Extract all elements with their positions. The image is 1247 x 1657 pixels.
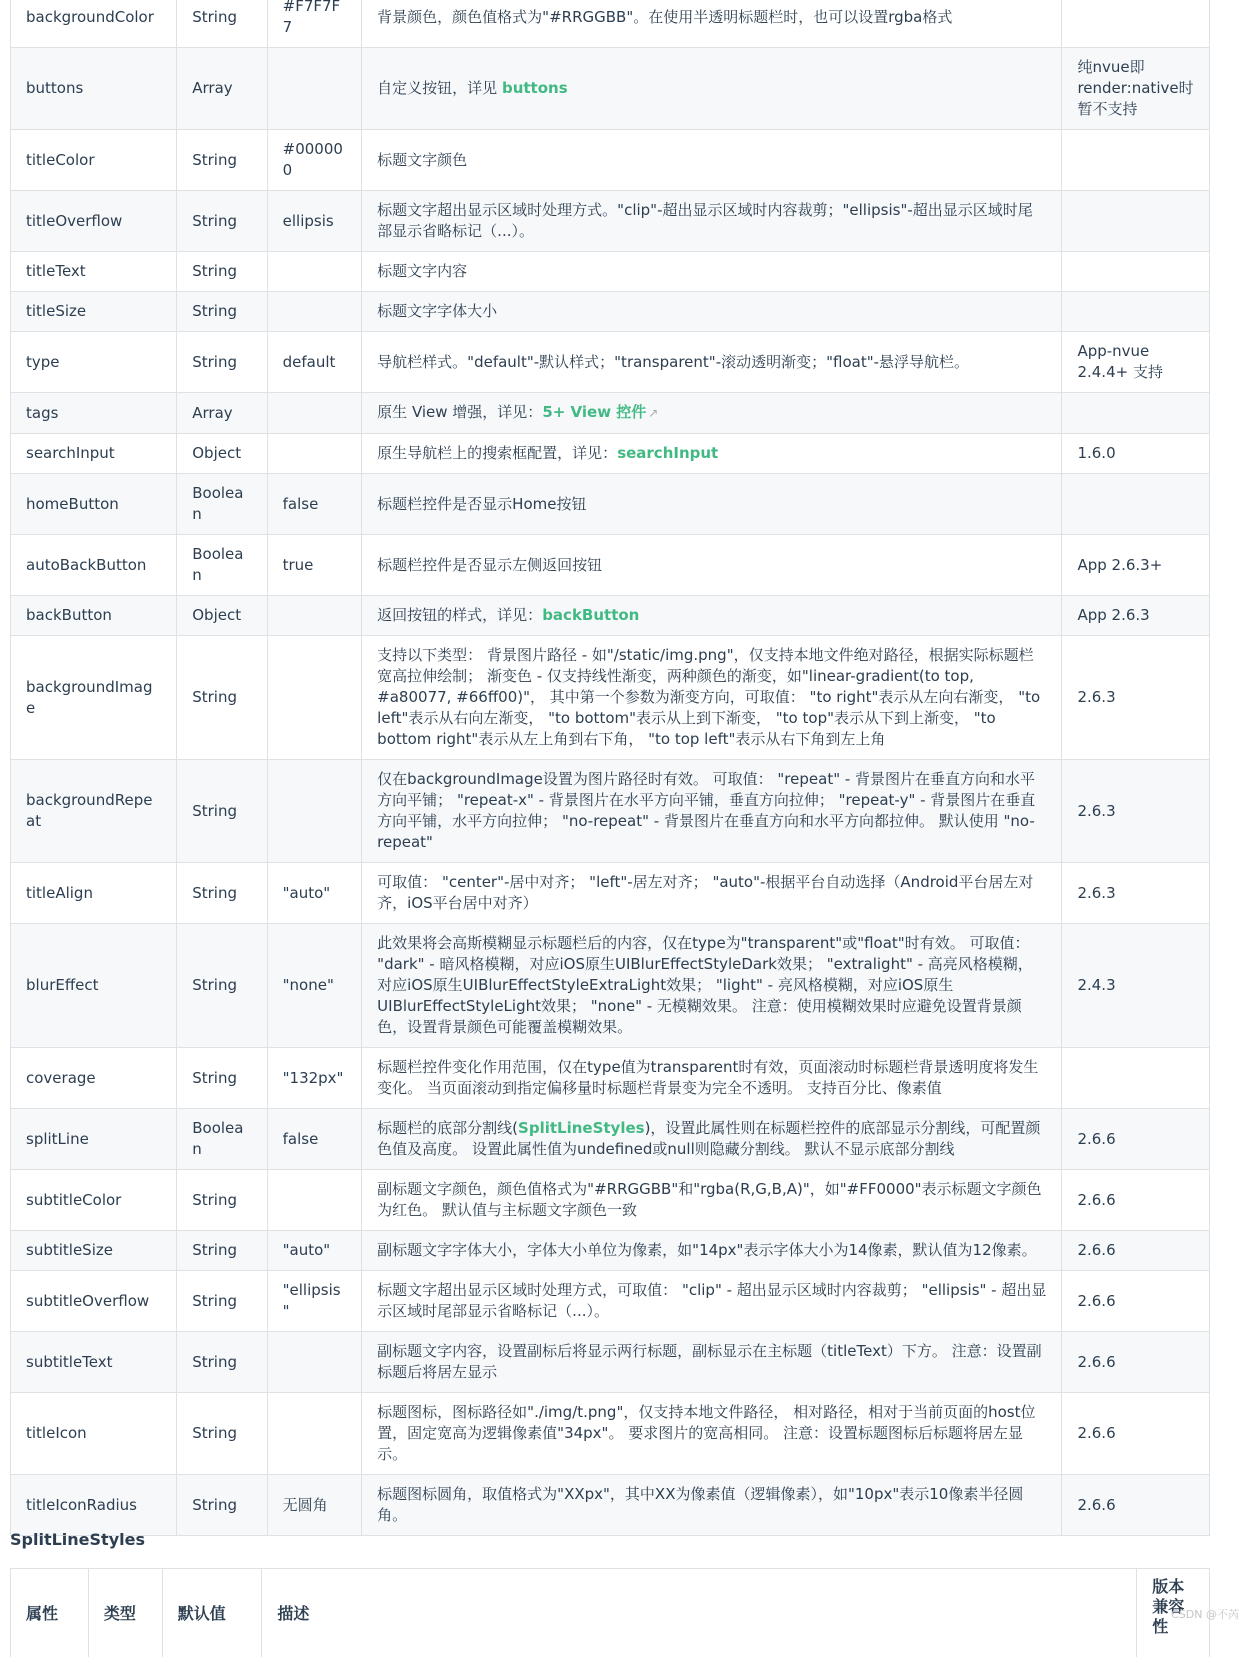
- cell-compat: 2.6.6: [1062, 1475, 1210, 1536]
- cell-default: [267, 1393, 362, 1475]
- cell-desc: [362, 924, 1062, 1048]
- cell-compat: 2.6.3: [1062, 760, 1210, 863]
- cell-compat: 2.6.6: [1062, 1231, 1210, 1271]
- cell-compat: 2.6.3: [1062, 863, 1210, 924]
- cell-default: "auto": [267, 863, 362, 924]
- cell-default: "none": [267, 924, 362, 1048]
- cell-default: true: [267, 535, 362, 596]
- cell-desc: [362, 332, 1062, 393]
- desc-text: 副标题文字颜色，颜色值格式为"#RRGGBB"和"rgba(R,G,B,A)"，如"#FF0000"表示标题文字颜色为红色。 默认值与主标题文字颜色一致: [377, 1180, 1041, 1219]
- cell-type: String: [177, 1332, 267, 1393]
- cell-prop: splitLine: [11, 1109, 177, 1170]
- cell-compat: 2.6.6: [1062, 1271, 1210, 1332]
- table-row: [11, 434, 1210, 474]
- cell-compat: [1062, 191, 1210, 252]
- cell-default: "132px": [267, 1048, 362, 1109]
- cell-desc: [362, 252, 1062, 292]
- doc-link[interactable]: 5+ View 控件: [542, 403, 646, 421]
- desc-text: 标题栏控件是否显示左侧返回按钮: [377, 556, 602, 574]
- table-row: [11, 130, 1210, 191]
- desc-text: 导航栏样式。"default"-默认样式；"transparent"-滚动透明渐变；"float"-悬浮导航栏。: [377, 353, 969, 371]
- cell-type: Object: [177, 434, 267, 474]
- table-row: [11, 596, 1210, 636]
- cell-desc: [362, 0, 1062, 48]
- table-row: [11, 48, 1210, 130]
- table-row: [11, 292, 1210, 332]
- cell-compat: 2.6.6: [1062, 1170, 1210, 1231]
- desc-text: 标题栏的底部分割线(: [377, 1119, 518, 1137]
- table-row: [11, 1109, 1210, 1170]
- cell-default: #000000: [267, 130, 362, 191]
- cell-prop: backButton: [11, 596, 177, 636]
- cell-default: false: [267, 1109, 362, 1170]
- cell-default: [267, 292, 362, 332]
- table-row: [11, 535, 1210, 596]
- cell-default: [267, 596, 362, 636]
- doc-link[interactable]: searchInput: [617, 444, 718, 462]
- header-prop: 属性: [11, 1569, 89, 1657]
- desc-text: 标题文字超出显示区域时处理方式，可取值： "clip" - 超出显示区域时内容裁剪； "ellipsis" - 超出显示区域时尾部显示省略标记（...）。: [377, 1281, 1046, 1320]
- cell-compat: 2.6.3: [1062, 636, 1210, 760]
- table-row: [11, 760, 1210, 863]
- cell-compat: [1062, 474, 1210, 535]
- cell-default: "auto": [267, 1231, 362, 1271]
- navbar-property-table: [10, 0, 1210, 1536]
- cell-default: "ellipsis": [267, 1271, 362, 1332]
- cell-desc: [362, 636, 1062, 760]
- cell-default: false: [267, 474, 362, 535]
- cell-type: String: [177, 1048, 267, 1109]
- cell-type: Boolean: [177, 474, 267, 535]
- cell-desc: [362, 130, 1062, 191]
- cell-desc: [362, 535, 1062, 596]
- cell-desc: [362, 1475, 1062, 1536]
- cell-default: [267, 48, 362, 130]
- cell-type: String: [177, 1475, 267, 1536]
- table-row: [11, 1393, 1210, 1475]
- header-type: 类型: [88, 1569, 162, 1657]
- cell-prop: subtitleText: [11, 1332, 177, 1393]
- cell-compat: 2.6.6: [1062, 1393, 1210, 1475]
- desc-text: 标题图标圆角，取值格式为"XXpx"，其中XX为像素值（逻辑像素），如"10px"表示10像素半径圆角。: [377, 1485, 1023, 1524]
- table-row: [11, 332, 1210, 393]
- desc-text: 返回按钮的样式，详见：: [377, 606, 542, 624]
- cell-type: Object: [177, 596, 267, 636]
- header-desc: 描述: [262, 1569, 1137, 1657]
- cell-type: Boolean: [177, 1109, 267, 1170]
- cell-default: [267, 1170, 362, 1231]
- cell-desc: [362, 1332, 1062, 1393]
- external-link-icon: ↗: [648, 406, 658, 420]
- cell-prop: homeButton: [11, 474, 177, 535]
- cell-default: ellipsis: [267, 191, 362, 252]
- desc-text: 副标题文字内容，设置副标后将显示两行标题，副标显示在主标题（titleText）下方。 注意：设置副标题后将居左显示: [377, 1342, 1041, 1381]
- cell-default: [267, 434, 362, 474]
- cell-prop: blurEffect: [11, 924, 177, 1048]
- cell-desc: [362, 1109, 1062, 1170]
- desc-text: 标题文字字体大小: [377, 302, 497, 320]
- cell-type: Boolean: [177, 535, 267, 596]
- cell-default: default: [267, 332, 362, 393]
- cell-desc: [362, 434, 1062, 474]
- table-row: [11, 252, 1210, 292]
- table-row: [11, 191, 1210, 252]
- table-row: [11, 924, 1210, 1048]
- splitline-styles-table-container: [10, 1568, 1210, 1657]
- desc-text: 副标题文字字体大小，字体大小单位为像素，如"14px"表示字体大小为14像素，默认值为12像素。: [377, 1241, 1036, 1259]
- desc-text: 标题文字超出显示区域时处理方式。"clip"-超出显示区域时内容裁剪；"ellipsis"-超出显示区域时尾部显示省略标记（...）。: [377, 201, 1033, 240]
- cell-compat: [1062, 393, 1210, 434]
- cell-compat: App 2.6.3+: [1062, 535, 1210, 596]
- cell-type: String: [177, 924, 267, 1048]
- cell-prop: subtitleOverflow: [11, 1271, 177, 1332]
- cell-desc: [362, 596, 1062, 636]
- desc-text: 标题图标，图标路径如"./img/t.png"，仅支持本地文件路径， 相对路径，相对于当前页面的host位置，固定宽高为逻辑像素值"34px"。 要求图片的宽高相同。 注意：设置标题图标后标题将居左显示。: [377, 1403, 1035, 1463]
- cell-type: String: [177, 636, 267, 760]
- cell-desc: [362, 1271, 1062, 1332]
- cell-desc: [362, 474, 1062, 535]
- desc-text: 标题栏控件是否显示Home按钮: [377, 495, 586, 513]
- desc-text: 仅在backgroundImage设置为图片路径时有效。 可取值： "repeat" - 背景图片在垂直方向和水平方向平铺； "repeat-x" - 背景图片在水平方向平铺，垂直方向拉伸； "repeat-y" - 背景图片在垂直方向平铺，水平方向拉伸； "no-repeat" - 背景图片在垂直方向和水平方向都拉伸。 默认使用 "no-repeat": [377, 770, 1035, 851]
- cell-prop: autoBackButton: [11, 535, 177, 596]
- table-row: [11, 1271, 1210, 1332]
- cell-prop: searchInput: [11, 434, 177, 474]
- table-row: [11, 636, 1210, 760]
- cell-compat: App-nvue 2.4.4+ 支持: [1062, 332, 1210, 393]
- cell-desc: [362, 292, 1062, 332]
- cell-default: [267, 1332, 362, 1393]
- cell-prop: titleText: [11, 252, 177, 292]
- cell-default: [267, 252, 362, 292]
- cell-prop: titleIconRadius: [11, 1475, 177, 1536]
- cell-type: String: [177, 1170, 267, 1231]
- desc-text: 可取值： "center"-居中对齐； "left"-居左对齐； "auto"-根据平台自动选择（Android平台居左对齐，iOS平台居中对齐）: [377, 873, 1033, 912]
- cell-desc: [362, 48, 1062, 130]
- cell-default: 无圆角: [267, 1475, 362, 1536]
- cell-prop: tags: [11, 393, 177, 434]
- desc-text: 标题文字内容: [377, 262, 467, 280]
- cell-compat: 1.6.0: [1062, 434, 1210, 474]
- cell-default: [267, 760, 362, 863]
- cell-prop: subtitleSize: [11, 1231, 177, 1271]
- doc-link[interactable]: SplitLineStyles: [518, 1119, 645, 1137]
- doc-link[interactable]: buttons: [502, 79, 568, 97]
- table-row: [11, 474, 1210, 535]
- cell-type: String: [177, 252, 267, 292]
- desc-text: 自定义按钮，详见: [377, 79, 502, 97]
- section-title: SplitLineStyles: [10, 1530, 145, 1549]
- cell-type: String: [177, 191, 267, 252]
- cell-default: [267, 636, 362, 760]
- table-row: [11, 0, 1210, 48]
- cell-compat: 2.4.3: [1062, 924, 1210, 1048]
- cell-default: #F7F7F7: [267, 0, 362, 48]
- cell-prop: type: [11, 332, 177, 393]
- table-row: [11, 1231, 1210, 1271]
- cell-prop: coverage: [11, 1048, 177, 1109]
- cell-desc: [362, 760, 1062, 863]
- cell-default: [267, 393, 362, 434]
- cell-compat: 2.6.6: [1062, 1109, 1210, 1170]
- cell-prop: backgroundColor: [11, 0, 177, 48]
- desc-text: 原生导航栏上的搜索框配置，详见：: [377, 444, 617, 462]
- cell-desc: [362, 1048, 1062, 1109]
- cell-type: String: [177, 1271, 267, 1332]
- cell-type: String: [177, 863, 267, 924]
- cell-desc: [362, 1170, 1062, 1231]
- table-row: [11, 1332, 1210, 1393]
- cell-prop: subtitleColor: [11, 1170, 177, 1231]
- cell-type: String: [177, 130, 267, 191]
- cell-compat: [1062, 292, 1210, 332]
- cell-prop: buttons: [11, 48, 177, 130]
- desc-text: 标题栏控件变化作用范围，仅在type值为transparent时有效，页面滚动时标题栏背景透明度将发生变化。 当页面滚动到指定偏移量时标题栏背景变为完全不透明。 支持百分比、像素值: [377, 1058, 1038, 1097]
- cell-type: String: [177, 292, 267, 332]
- doc-link[interactable]: backButton: [542, 606, 639, 624]
- cell-compat: [1062, 130, 1210, 191]
- cell-type: String: [177, 332, 267, 393]
- watermark: CSDN @不芮: [1171, 1606, 1239, 1622]
- splitline-styles-table: [10, 1568, 1210, 1657]
- desc-text: 此效果将会高斯模糊显示标题栏后的内容，仅在type为"transparent"或"float"时有效。 可取值： "dark" - 暗风格模糊，对应iOS原生UIBlurEffectStyleDark效果； "extralight" - 高亮风格模糊，对应iOS原生UIBlurEffectStyleExtraLight效果； "light" - 亮风格模糊，对应iOS原生UIBlurEffectStyleLight效果； "none" - 无模糊效果。 注意：使用模糊效果时应避免设置背景颜色，设置背景颜色可能覆盖模糊效果。: [377, 934, 1033, 1036]
- cell-desc: [362, 1393, 1062, 1475]
- desc-text-tail: )，设置此属性则在标题栏控件的底部显示分割线，可配置颜色值及高度。 设置此属性值为undefined或null则隐藏分割线。 默认不显示底部分割线: [377, 1119, 1040, 1158]
- cell-desc: [362, 393, 1062, 434]
- table-row: [11, 1048, 1210, 1109]
- cell-prop: titleAlign: [11, 863, 177, 924]
- table-row: [11, 863, 1210, 924]
- table-row: [11, 393, 1210, 434]
- cell-prop: titleOverflow: [11, 191, 177, 252]
- table-header-row: [11, 1569, 1210, 1657]
- cell-compat: 2.6.6: [1062, 1332, 1210, 1393]
- desc-text: 原生 View 增强，详见：: [377, 403, 542, 421]
- cell-type: Array: [177, 393, 267, 434]
- cell-compat: [1062, 0, 1210, 48]
- cell-compat: App 2.6.3: [1062, 596, 1210, 636]
- cell-compat: 纯nvue即render:native时暂不支持: [1062, 48, 1210, 130]
- cell-type: Array: [177, 48, 267, 130]
- cell-prop: titleColor: [11, 130, 177, 191]
- table-row: [11, 1475, 1210, 1536]
- property-table-container: [10, 0, 1210, 1536]
- desc-text: 背景颜色，颜色值格式为"#RRGGBB"。在使用半透明标题栏时，也可以设置rgba格式: [377, 8, 952, 26]
- cell-compat: [1062, 252, 1210, 292]
- header-default: 默认值: [162, 1569, 262, 1657]
- desc-text: 标题文字颜色: [377, 151, 467, 169]
- cell-type: String: [177, 760, 267, 863]
- cell-type: String: [177, 1231, 267, 1271]
- cell-prop: backgroundImage: [11, 636, 177, 760]
- cell-prop: titleIcon: [11, 1393, 177, 1475]
- desc-text: 支持以下类型： 背景图片路径 - 如"/static/img.png"，仅支持本地文件绝对路径，根据实际标题栏宽高拉伸绘制； 渐变色 - 仅支持线性渐变，两种颜色的渐变，如"linear-gradient(to top, #a80077, #66ff00)"， 其中第一个参数为渐变方向，可取值： "to right"表示从左向右渐变， "to left"表示从右向左渐变， "to bottom"表示从上到下渐变， "to top"表示从下到上渐变， "to bottom right"表示从左上角到右下角， "to top left"表示从右下角到左上角: [377, 646, 1040, 748]
- header-compat: 版本兼容性: [1137, 1569, 1210, 1657]
- cell-desc: [362, 191, 1062, 252]
- cell-prop: backgroundRepeat: [11, 760, 177, 863]
- cell-prop: titleSize: [11, 292, 177, 332]
- cell-type: String: [177, 1393, 267, 1475]
- cell-type: String: [177, 0, 267, 48]
- table-row: [11, 1170, 1210, 1231]
- cell-desc: [362, 1231, 1062, 1271]
- cell-desc: [362, 863, 1062, 924]
- cell-compat: [1062, 1048, 1210, 1109]
